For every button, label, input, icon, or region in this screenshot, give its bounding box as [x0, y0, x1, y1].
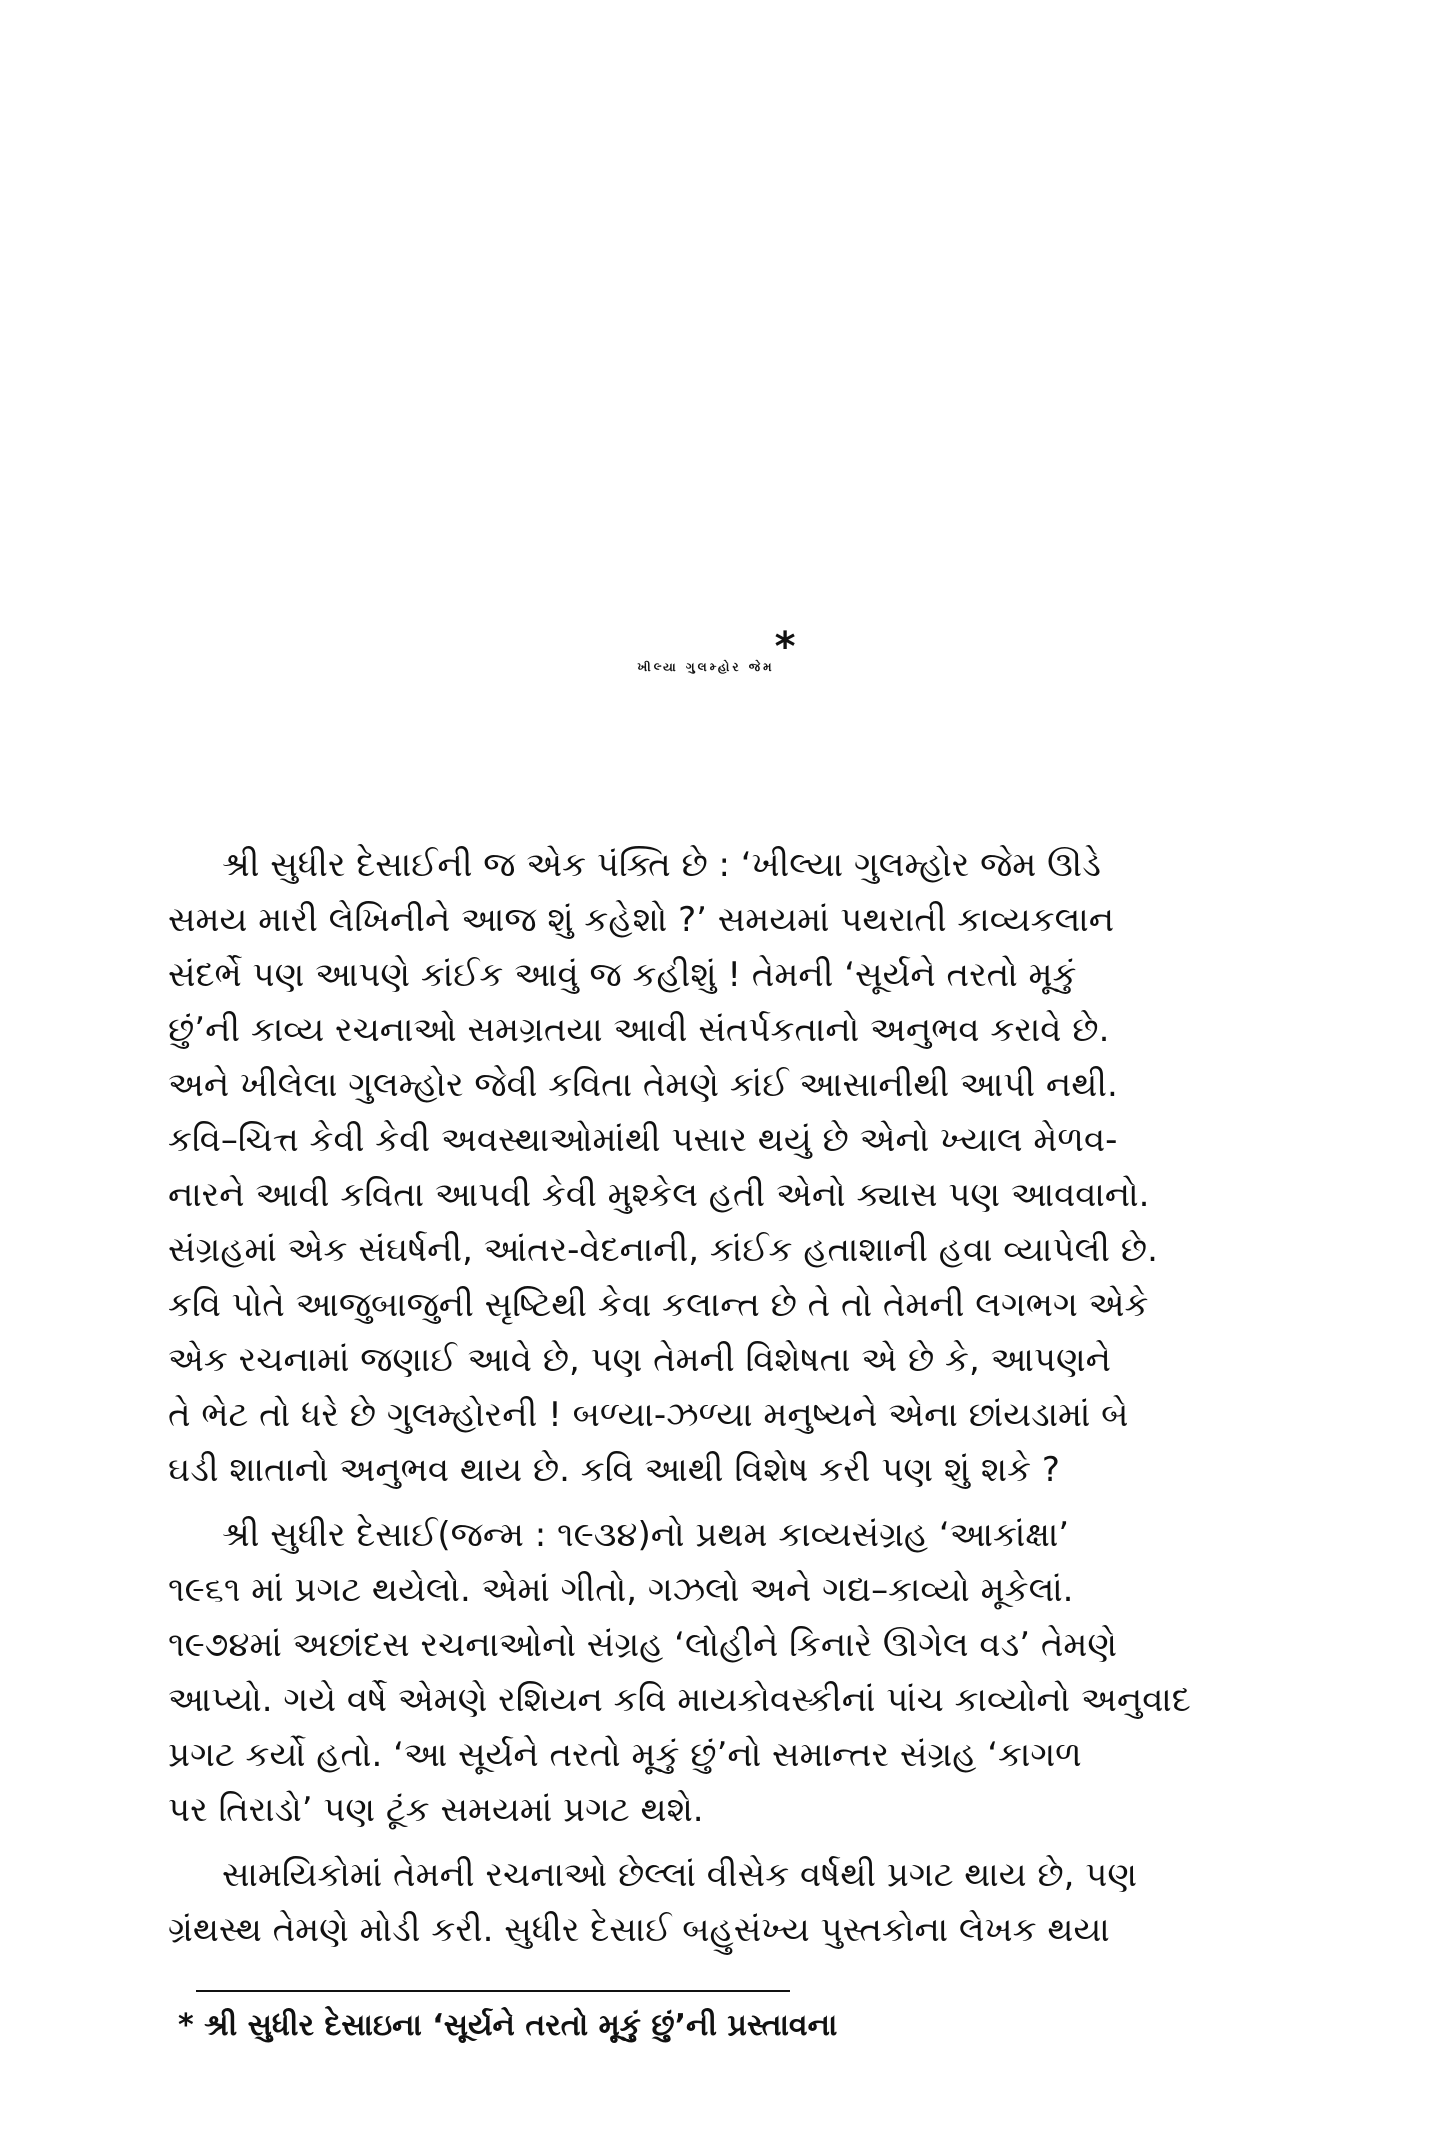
text-line: એક રચનામાં જણાઈ આવે છે, પણ તેમની વિશેષતા એ છે કે, આપણને	[168, 1340, 1111, 1380]
text-line: કવિ–ચિત્ત કેવી કેવી અવસ્થાઓમાંથી પસાર થયું છે એનો ખ્યાલ મેળવ-	[168, 1120, 1118, 1160]
text-line: શ્રી સુધીર દેસાઈની જ એક પંક્તિ છે : ‘ખીલ્યા ગુલમ્હોર જેમ ઊડે	[222, 845, 1101, 885]
text-line: સામયિકોમાં તેમની રચનાઓ છેલ્લાં વીસેક વર્ષથી પ્રગટ થાય છે, પણ	[222, 1855, 1137, 1895]
text-line: આપ્યો. ગયે વર્ષે એમણે રશિયન કવિ માયકોવસ્કીનાં પાંચ કાવ્યોનો અનુવાદ	[168, 1680, 1191, 1720]
footnote-mark: *	[774, 624, 799, 670]
text-line: સંગ્રહમાં એક સંઘર્ષની, આંતર-વેદનાની, કાંઈક હતાશાની હવા વ્યાપેલી છે.	[168, 1230, 1158, 1270]
text-line: ગ્રંથસ્થ તેમણે મોડી કરી. સુધીર દેસાઈ બહુસંખ્ય પુસ્તકોના લેખક થયા	[168, 1910, 1110, 1950]
footnote-divider	[196, 1990, 790, 1992]
page-title	[0, 624, 1436, 676]
text-line: ઘડી શાતાનો અનુભવ થાય છે. કવિ આથી વિશેષ કરી પણ શું શકે ?	[168, 1450, 1060, 1490]
text-line: પ્રગટ કર્યો હતો. ‘આ સૂર્યને તરતો મૂકું છું’નો સમાન્તર સંગ્રહ ‘કાગળ	[168, 1735, 1082, 1775]
title-text: ખીલ્યા ગુલમ્હોર જેમ	[637, 660, 775, 674]
text-line: તે ભેટ તો ધરે છે ગુલમ્હોરની ! બળ્યા-ઝળ્યા મનુષ્યને એના છાંયડામાં બે	[168, 1395, 1129, 1435]
footnote: * શ્રી સુધીર દેસાઇના ‘સૂર્યને તરતો મૂકું છું’ની પ્રસ્તાવના	[178, 2008, 838, 2043]
text-line: અને ખીલેલા ગુલમ્હોર જેવી કવિતા તેમણે કાંઈ આસાનીથી આપી નથી.	[168, 1065, 1118, 1105]
text-line: ૧૯૭૪માં અછાંદસ રચનાઓનો સંગ્રહ ‘લોહીને કિનારે ઊગેલ વડ’ તેમણે	[168, 1625, 1118, 1665]
text-line: પર તિરાડો’ પણ ટૂંક સમયમાં પ્રગટ થશે.	[168, 1790, 704, 1830]
text-line: નારને આવી કવિતા આપવી કેવી મુશ્કેલ હતી એનો ક્યાસ પણ આવવાનો.	[168, 1175, 1150, 1215]
text-line: છું’ની કાવ્ય રચનાઓ સમગ્રતયા આવી સંતર્પકતાનો અનુભવ કરાવે છે.	[168, 1010, 1110, 1050]
text-line: ૧૯૬૧ માં પ્રગટ થયેલો. એમાં ગીતો, ગઝલો અને ગદ્ય–કાવ્યો મૂકેલાં.	[168, 1570, 1074, 1610]
text-line: સમય મારી લેખિનીને આજ શું કહેશો ?’ સમયમાં પથરાતી કાવ્યકલાન	[168, 900, 1115, 940]
text-line: સંદર્ભે પણ આપણે કાંઈક આવું જ કહીશું ! તેમની ‘સૂર્યને તરતો મૂકું	[168, 955, 1077, 995]
text-line: શ્રી સુધીર દેસાઈ(જન્મ : ૧૯૩૪)નો પ્રથમ કાવ્યસંગ્રહ ‘આકાંક્ષા’	[222, 1515, 1070, 1555]
text-line: કવિ પોતે આજુબાજુની સૃષ્ટિથી કેવા કલાન્ત છે તે તો તેમની લગભગ એકે	[168, 1285, 1149, 1325]
